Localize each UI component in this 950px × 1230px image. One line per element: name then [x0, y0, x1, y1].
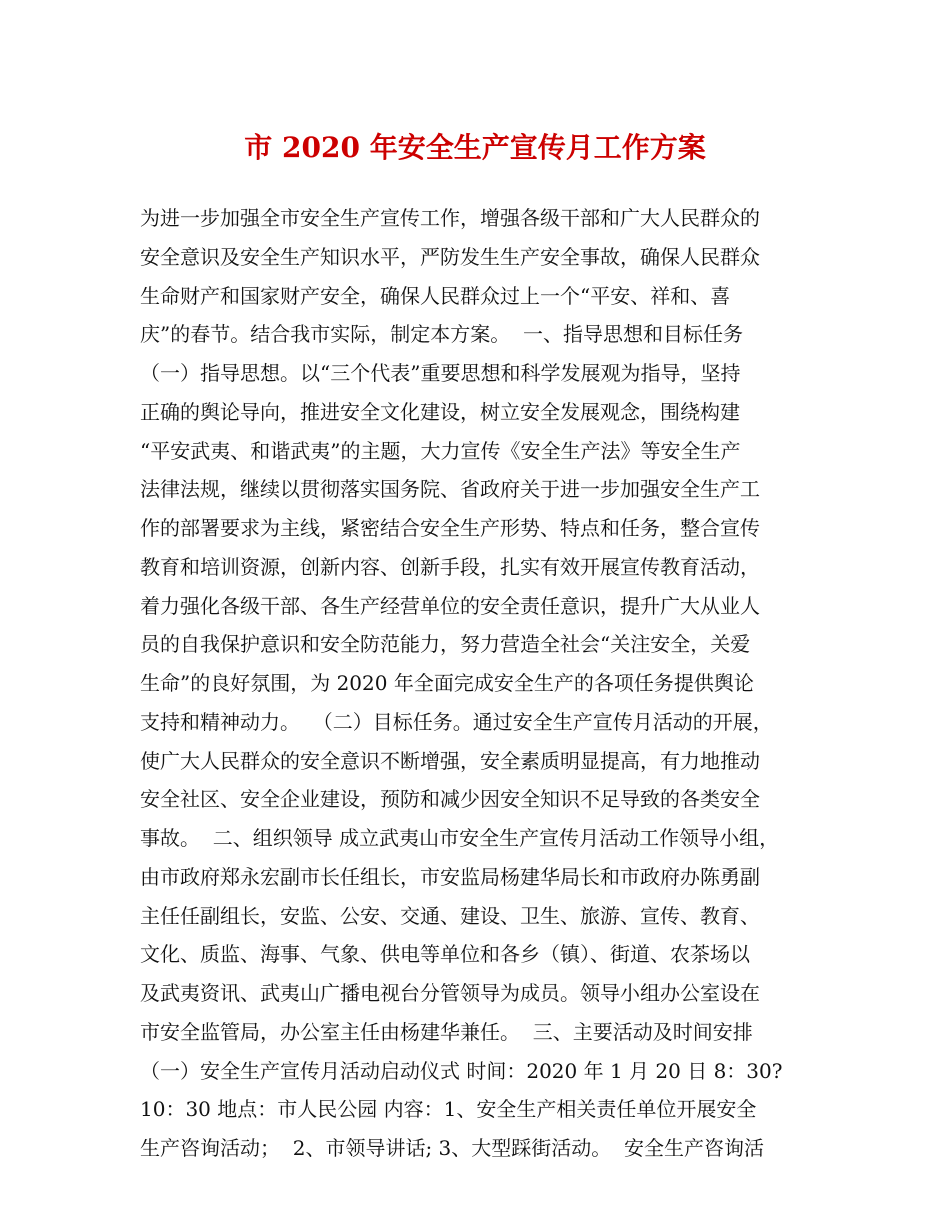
body-line: 生命”的良好氛围，为 2020 年全面完成安全生产的各项任务提供舆论 — [140, 671, 754, 695]
body-line: 正确的舆论导向，推进安全文化建设，树立安全发展观念，围绕构建 — [140, 399, 740, 424]
body-line: 法律法规，继续以贯彻落实国务院、省政府关于进一步加强安全生产工 — [140, 477, 760, 502]
body-line: 支持和精神动力。 （二）目标任务。通过安全生产宣传月活动的开展， — [140, 709, 773, 734]
body-line: 员的自我保护意识和安全防范能力，努力营造全社会“关注安全，关爱 — [140, 632, 751, 657]
body-line: 着力强化各级干部、各生产经营单位的安全责任意识，提升广大从业人 — [140, 593, 760, 618]
body-line: 为进一步加强全市安全生产宣传工作，增强各级干部和广大人民群众的 — [140, 206, 760, 230]
body-line: 使广大人民群众的安全意识不断增强，安全素质明显提高，有力地推动 — [140, 748, 760, 773]
body-line: 生产咨询活动； 2、市领导讲话; 3、大型踩街活动。 安全生产咨询活 — [140, 1136, 764, 1160]
body-line: 由市政府郑永宏副市长任组长，市安监局杨建华局长和市政府办陈勇副 — [140, 864, 760, 889]
body-line: “平安武夷、和谐武夷”的主题，大力宣传《安全生产法》等安全生产 — [140, 438, 741, 463]
body-line: （一）指导思想。以“三个代表”重要思想和科学发展观为指导，坚持 — [140, 361, 741, 385]
body-line: 安全意识及安全生产知识水平，严防发生生产安全事故，确保人民群众 — [140, 244, 760, 269]
body-line: 教育和培训资源，创新内容、创新手段，扎实有效开展宣传教育活动， — [140, 554, 760, 579]
document-body — [140, 199, 830, 1168]
body-line: 主任任副组长，安监、公安、交通、建设、卫生、旅游、宣传、教育、 — [140, 903, 760, 928]
body-line: 生命财产和国家财产安全，确保人民群众过上一个“平安、祥和、喜 — [140, 283, 731, 308]
body-line: 事故。 二、组织领导 成立武夷山市安全生产宣传月活动工作领导小组， — [140, 826, 780, 850]
body-line: 文化、质监、海事、气象、供电等单位和各乡（镇）、街道、农茶场以 — [140, 942, 750, 967]
body-line: 及武夷资讯、武夷山广播电视台分管领导为成员。领导小组办公室设在 — [140, 981, 760, 1005]
body-line: 作的部署要求为主线，紧密结合安全生产形势、特点和任务，整合宣传 — [140, 516, 760, 540]
body-line: 10：30 地点：市人民公园 内容：1、安全生产相关责任单位开展安全 — [140, 1097, 757, 1122]
body-line: 庆”的春节。结合我市实际，制定本方案。 一、指导思想和目标任务 — [140, 322, 743, 347]
body-line: 安全社区、安全企业建设，预防和减少因安全知识不足导致的各类安全 — [140, 787, 760, 812]
body-line: （一）安全生产宣传月活动启动仪式 时间：2020 年 1 月 20 日 8：30? — [140, 1058, 783, 1083]
body-line: 市安全监管局，办公室主任由杨建华兼任。 三、主要活动及时间安排 — [140, 1019, 753, 1044]
document-title: 市 2020 年安全生产宣传月工作方案 — [244, 131, 706, 164]
